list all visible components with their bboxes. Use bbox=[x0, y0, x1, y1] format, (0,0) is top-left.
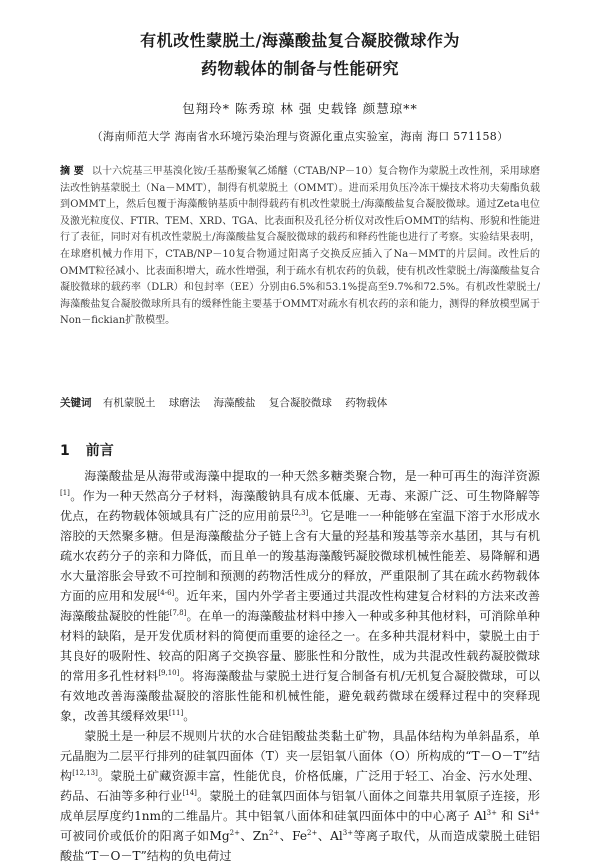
text-run: 、Fe bbox=[279, 829, 308, 843]
text-run: 和 Si bbox=[496, 809, 530, 823]
text-run: 、Al bbox=[317, 829, 343, 843]
abstract bbox=[60, 164, 540, 330]
keyword: 复合凝胶微球 bbox=[268, 397, 332, 409]
text-run: 蒙脱土是一种层不规则片状的水合硅铝酸盐类黏土矿物，具晶体结构为单斜晶系，单元晶胞为二层平行排列的硅氧四面体（T）夹一层铝氧八面体（O）所构成的“T－O－T”结构 bbox=[60, 729, 540, 783]
citation: [11] bbox=[168, 708, 184, 717]
superscript: 3+ bbox=[342, 828, 354, 837]
text-run: 。将海藻酸盐与蒙脱土进行复合制备有机/无机复合凝胶微球，可以有效地改善海藻酸盐凝胶的溶胀性能和机械性能，避免载药微球在缓释过程中的突释现象，改善其缓释效果 bbox=[60, 669, 540, 723]
text-run: 。在单一的海藻酸盐材料中掺入一种或多种其他材料，可消除单种材料的缺陷，是开发优质材料的简便而重要的途径之一。在多种共混材料中，蒙脱土由于其良好的吸附性、较高的阳离子交换容量、膨胀性和分散性，成为共混改性载药凝胶微球的常用多孔性材料 bbox=[60, 609, 540, 683]
text-run: 等离子取代，从而造成蒙脱土硅铝酸盐“T－O－T”结构的负电荷过 bbox=[60, 829, 540, 863]
keywords bbox=[60, 395, 540, 410]
keywords-label: 关键词 bbox=[60, 397, 92, 409]
superscript: 2+ bbox=[229, 828, 240, 837]
text-run: 、Zn bbox=[239, 829, 269, 843]
superscript: 2+ bbox=[307, 828, 318, 837]
citation: [9,10] bbox=[158, 668, 180, 677]
text-run: 。它是唯一一种能够在室温下溶于水形成水溶胶的天然聚多糖。但是海藻酸盐分子链上含有大量的羟基和羧基等亲水基团，其与有机疏水农药分子的亲和力降低，而且单一的羧基海藻酸钙凝胶微球机械性能差、易降解和遇水大量溶胀会导致不可控制和预测的药物活性成分的释放，严重限制了其在疏水药物载体方面的应用和发展 bbox=[60, 509, 540, 603]
superscript: 3+ bbox=[486, 808, 497, 817]
text-run: 。近年来，国内外学者主要通过共混改性构建复合材料的方法来改善海藻酸盐凝胶的性能 bbox=[60, 589, 540, 623]
affiliation: （海南师范大学 海南省水环境污染治理与资源化重点实验室，海南 海口 571158） bbox=[91, 130, 509, 143]
paragraph-2 bbox=[60, 726, 540, 866]
citation: [4-6] bbox=[157, 588, 175, 597]
section-number: 1 bbox=[60, 443, 70, 459]
citation: [12,13] bbox=[72, 768, 98, 777]
citation: [2,3] bbox=[291, 508, 309, 517]
body-text bbox=[60, 466, 540, 866]
text-run: 。作为一种天然高分子材料，海藻酸钠具有成本低廉、无毒、来源广泛、可生物降解等优点，在药物载体领域具有广泛的应用前景 bbox=[60, 489, 540, 523]
citation: [7,8] bbox=[169, 608, 187, 617]
keyword: 有机蒙脱土 bbox=[102, 397, 156, 409]
superscript: 2+ bbox=[268, 828, 280, 837]
paragraph-1 bbox=[60, 466, 540, 726]
author-list: 包翔玲* 陈秀琼 林 强 史载锋 颜慧琼** bbox=[182, 101, 418, 116]
section-title: 前言 bbox=[85, 443, 114, 459]
keyword: 球磨法 bbox=[168, 397, 201, 409]
section-heading bbox=[60, 440, 360, 460]
superscript: 4+ bbox=[529, 808, 540, 817]
text-run: 可被同价或低价的阳离子如Mg bbox=[60, 829, 230, 843]
abstract-text: 以十六烷基三甲基溴化铵/壬基酚聚氧乙烯醚（CTAB/NP－10）复合物作为蒙脱土改性剂，采用球磨法改性钠基蒙脱土（Na－MMT），制得有机蒙脱土（OMMT）。进而采用负压冷冻干燥技术将功夫菊酯负载到OMMT上，然后包覆于海藻酸钠基质中制得载药有机改性蒙脱土/海藻酸盐复合凝胶微球。通过Zeta电位及激光粒度仪、FTIR、TEM、XRD、TGA、比表面积及孔径分析仪对改性后OMMT的结构、形貌和性能进行了表征，同时对有机改性蒙脱土/海藻酸盐复合凝胶微球的载药和释药性能也进行了考察。实验结果表明，在球磨机械力作用下，CTAB/NP－10复合物通过阳离子交换反应插入了Na－MMT的片层间。改性后的OMMT粒径减小、比表面积增大，疏水性增强，利于疏水有机农药的负载，使有机改性蒙脱土/海藻酸盐复合凝胶微球的载药率（DLR）和包封率（EE）分别由6.5%和53.1%提高至9.7%和72.5%。有机改性蒙脱土/海藻酸盐复合凝胶微球所具有的缓释性能主要基于OMMT对疏水有机农药的亲和能力，测得的释放模型属于Non－fickian扩散模型。 bbox=[60, 166, 540, 327]
abstract-label: 摘 要 bbox=[60, 166, 84, 177]
paper-title-line-2: 药物载体的制备与性能研究 bbox=[200, 59, 399, 78]
paper-title-line-1: 有机改性蒙脱土/海藻酸盐复合凝胶微球作为 bbox=[140, 31, 460, 50]
text-run: 。 bbox=[183, 709, 196, 723]
text-run: 海藻酸盐是从海带或海藻中提取的一种天然多糖类聚合物，是一种可再生的海洋资源 bbox=[84, 469, 540, 483]
citation: [1] bbox=[60, 488, 70, 497]
text-run: 。蒙脱土的硅氧四面体与铝氧八面体之间靠共用氧原子连接，形成单层厚度约1nm的二维晶片。其中铝氧八面体和硅氧四面体中的中心离子 Al bbox=[60, 789, 540, 823]
text-run: 。蒙脱土矿藏资源丰富，性能优良，价格低廉，广泛用于轻工、冶金、污水处理、药品、石油等多种行业 bbox=[60, 769, 540, 803]
keyword: 药物载体 bbox=[345, 397, 388, 409]
citation: [14] bbox=[182, 788, 197, 797]
keyword: 海藻酸盐 bbox=[213, 397, 256, 409]
